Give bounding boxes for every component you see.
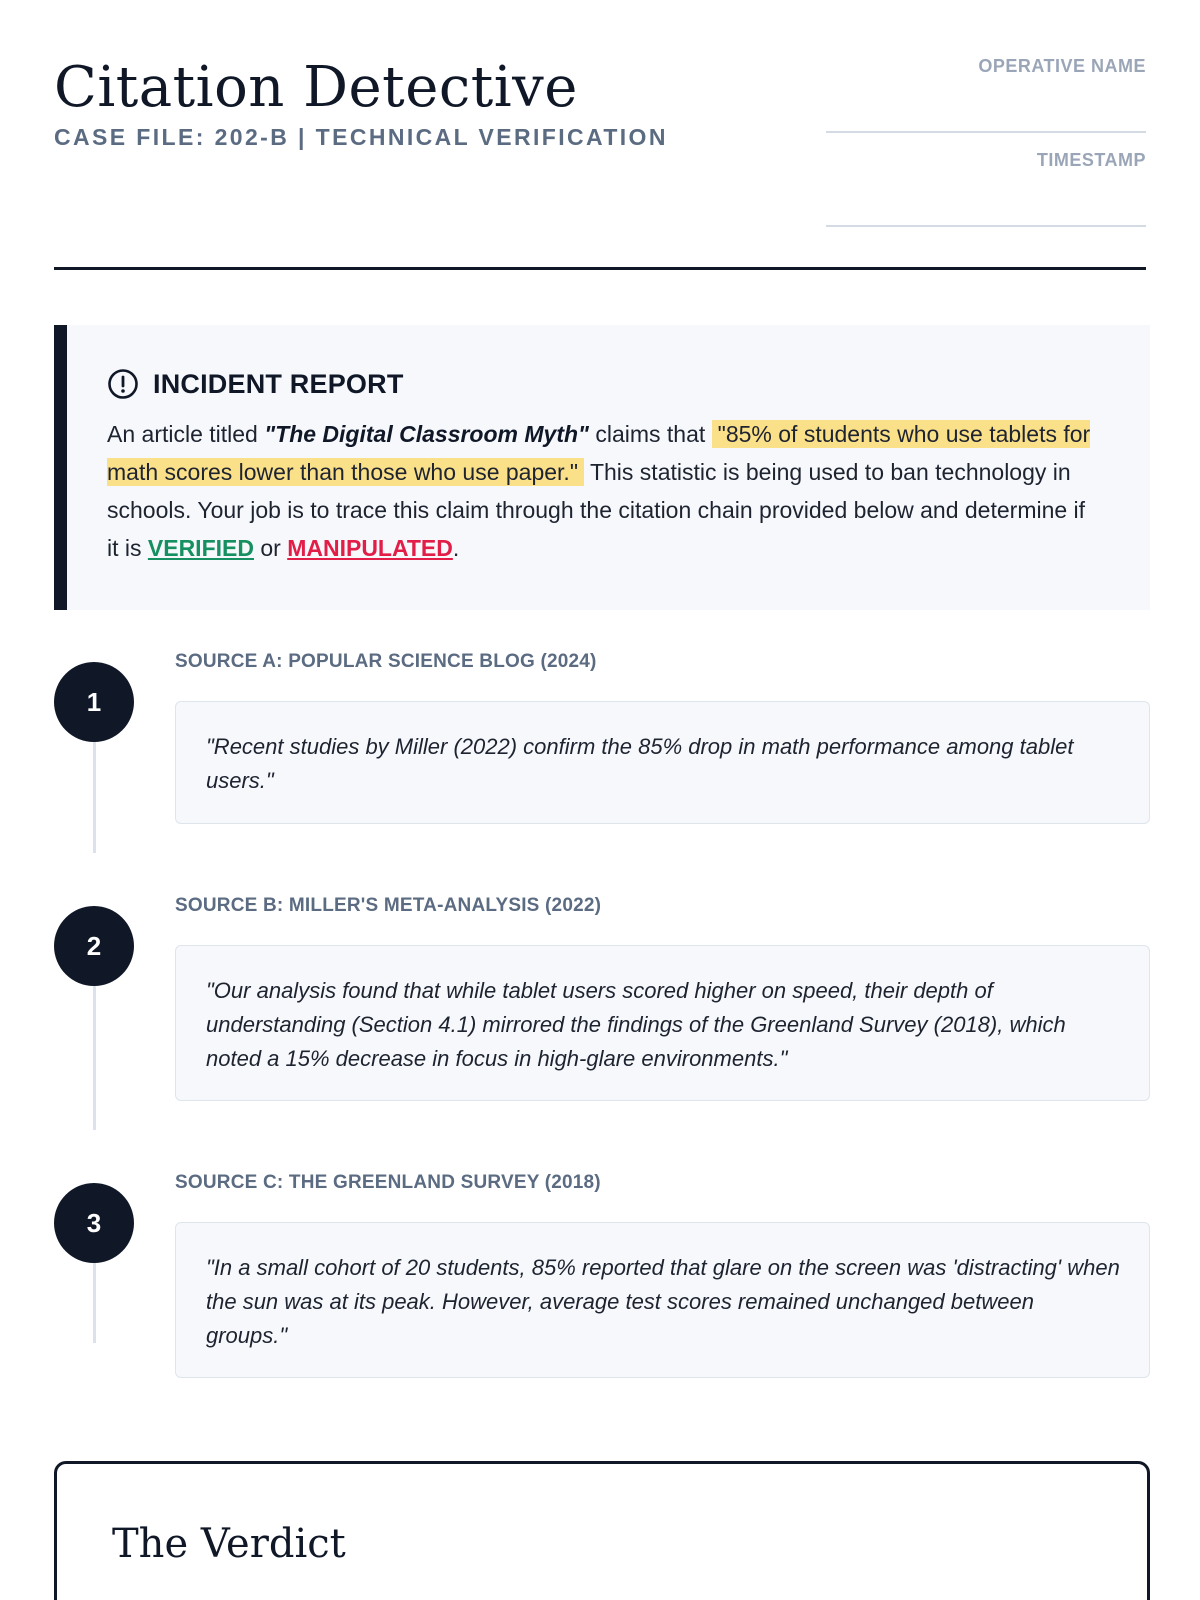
verified-keyword: VERIFIED — [147, 535, 254, 561]
operative-name-label: OPERATIVE NAME — [978, 56, 1146, 76]
incident-report — [54, 325, 1150, 610]
source-c-quote: "In a small cohort of 20 students, 85% reported that glare on the screen was 'distracting' when the sun was at its peak. However, average test scores remained unchanged between groups." — [175, 1222, 1150, 1378]
manipulated-keyword: MANIPULATED — [287, 535, 453, 561]
incident-text-2: claims that — [588, 421, 712, 447]
source-c-label: SOURCE C: THE GREENLAND SURVEY (2018) — [175, 1172, 601, 1193]
step-number-badge: 3 — [54, 1183, 134, 1263]
source-a-label: SOURCE A: POPULAR SCIENCE BLOG (2024) — [175, 651, 597, 672]
source-b-quote: "Our analysis found that while tablet users scored higher on speed, their depth of understanding (Section 4.1) mirrored the findings of the Greenland Survey (2018), which noted a 15% decrease in focus in high-glare environments." — [175, 945, 1150, 1101]
source-b-label: SOURCE B: MILLER'S META-ANALYSIS (2022) — [175, 895, 602, 916]
timestamp-label: TIMESTAMP — [1036, 150, 1146, 170]
alert-circle-icon — [107, 368, 139, 400]
incident-text-1: An article titled — [107, 421, 265, 447]
operative-name-field[interactable] — [826, 131, 1146, 133]
source-a-quote: "Recent studies by Miller (2022) confirm the 85% drop in math performance among tablet users." — [175, 701, 1150, 824]
timestamp-field[interactable] — [826, 225, 1146, 227]
case-file-subtitle: CASE FILE: 202-B | TECHNICAL VERIFICATION — [54, 124, 668, 150]
incident-text-3: This statistic is being used to ban technology in schools. Your job is to trace this claim through the citation chain provided below and determine if it is — [107, 459, 1086, 561]
incident-title: INCIDENT REPORT — [153, 368, 404, 399]
incident-text-4: or — [253, 535, 288, 561]
highlighted-claim: "85% of students who use tablets for math scores lower than those who use paper." — [107, 421, 1091, 485]
step-number-badge: 2 — [54, 906, 134, 986]
step-number-badge: 1 — [54, 662, 134, 742]
timeline-connector — [93, 1263, 96, 1343]
page-title: Citation Detective — [54, 55, 578, 120]
article-title: "The Digital Classroom Myth" — [264, 421, 589, 447]
incident-header — [107, 367, 1102, 401]
verdict-title: The Verdict — [112, 1521, 346, 1567]
timeline-connector — [93, 742, 96, 853]
header — [54, 0, 1146, 270]
incident-description — [107, 415, 1102, 567]
timeline-connector — [93, 986, 96, 1130]
incident-text-5: . — [452, 535, 460, 561]
verdict-box — [54, 1461, 1150, 1600]
